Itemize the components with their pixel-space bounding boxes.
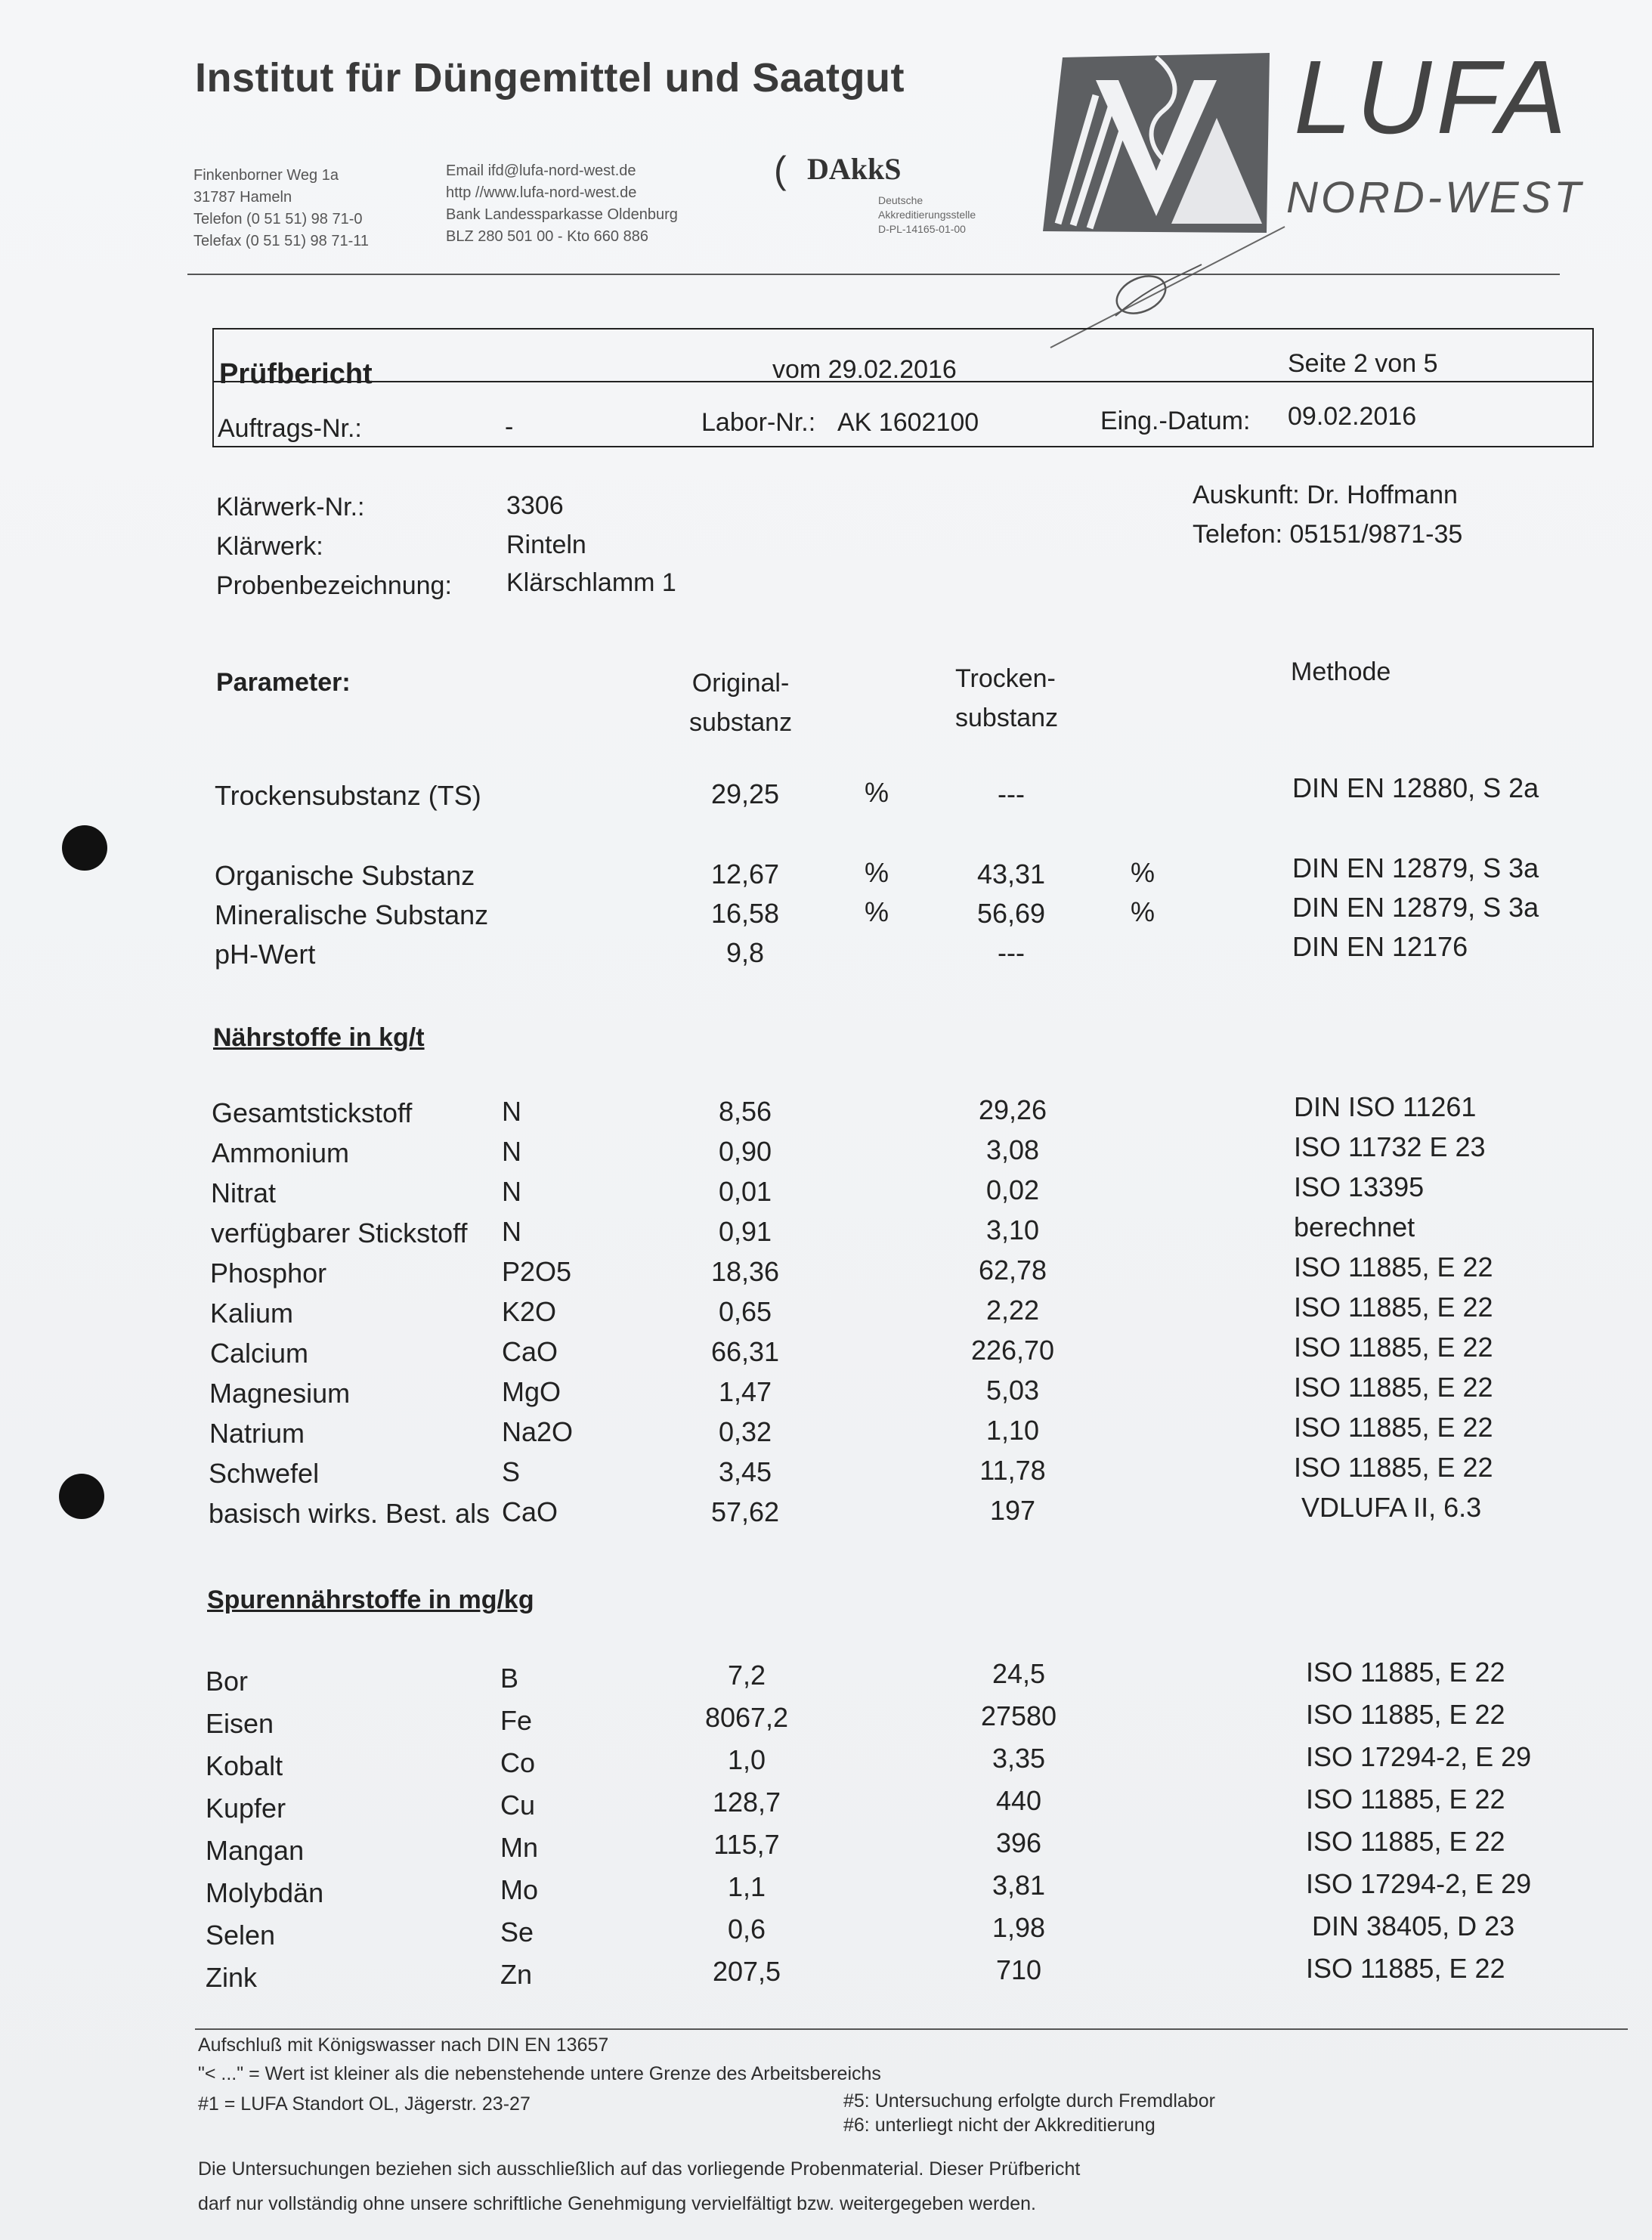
original-unit: % (865, 896, 889, 927)
punch-hole-top (62, 825, 107, 871)
method: ISO 13395 (1294, 1171, 1425, 1202)
trace-name: Bor (206, 1666, 249, 1697)
dry-value: 1,10 (985, 1415, 1040, 1446)
original-value: 115,7 (713, 1829, 780, 1860)
method: ISO 17294-2, E 29 (1306, 1741, 1532, 1772)
original-value: 16,58 (710, 898, 780, 929)
report-title: Prüfbericht (219, 358, 373, 390)
trace-symbol: Mn (500, 1832, 539, 1863)
method: ISO 11885, E 22 (1294, 1332, 1493, 1363)
method: ISO 11885, E 22 (1306, 1826, 1505, 1857)
address-line: 31787 Hameln (193, 189, 292, 206)
method: berechnet (1294, 1211, 1415, 1242)
dry-value: 62,78 (978, 1255, 1047, 1286)
nutrient-symbol: MgO (502, 1376, 561, 1407)
nutrients-section-title: Nährstoffe in kg/t (213, 1023, 425, 1052)
original-value: 1,0 (727, 1744, 766, 1775)
order-value: - (505, 413, 514, 441)
original-unit: % (865, 777, 889, 808)
footnote-less-than: "< ..." = Wert ist kleiner als die nebenstehende untere Grenze des Arbeitsbereichs (198, 2063, 881, 2084)
method: DIN 38405, D 23 (1312, 1910, 1515, 1941)
punch-hole-bottom (59, 1474, 104, 1519)
dry-value: 1,98 (992, 1912, 1046, 1943)
method: DIN EN 12879, S 3a (1292, 892, 1539, 923)
method: DIN ISO 11261 (1294, 1091, 1477, 1122)
dry-value: --- (998, 937, 1025, 968)
address-line: Telefon (0 51 51) 98 71-0 (193, 211, 363, 227)
trace-symbol: Se (500, 1917, 534, 1948)
footnote-site: #1 = LUFA Standort OL, Jägerstr. 23-27 (198, 2093, 531, 2115)
nutrient-symbol: P2O5 (502, 1256, 572, 1287)
dry-value: 197 (989, 1495, 1036, 1526)
trace-name: Zink (206, 1962, 258, 1993)
nutrient-symbol: Na2O (502, 1416, 574, 1447)
original-value: 18,36 (710, 1256, 780, 1287)
sample-value-plant: Rinteln (506, 531, 586, 559)
sample-label-designation: Probenbezeichnung: (216, 571, 452, 600)
dry-value: 56,69 (976, 898, 1046, 929)
report-date: vom 29.02.2016 (772, 355, 957, 384)
nutrient-name: Schwefel (209, 1458, 320, 1489)
nutrient-name: Kalium (210, 1298, 294, 1329)
parameter-name: Trockensubstanz (TS) (215, 780, 481, 811)
trace-name: Kobalt (206, 1750, 283, 1781)
method: ISO 11885, E 22 (1306, 1699, 1505, 1730)
trace-section-title: Spurennährstoffe in mg/kg (207, 1586, 534, 1614)
footnote-external-lab: #5: Untersuchung erfolgte durch Fremdlabor (843, 2090, 1215, 2112)
trace-symbol: Fe (500, 1705, 533, 1736)
nutrient-symbol: N (502, 1136, 521, 1167)
nutrient-name: basisch wirks. Best. als (209, 1498, 490, 1529)
method: ISO 11885, E 22 (1306, 1657, 1505, 1688)
trace-name: Selen (206, 1920, 276, 1951)
original-value: 12,67 (710, 859, 780, 890)
trace-symbol: Mo (500, 1874, 539, 1905)
dry-value: 710 (995, 1954, 1042, 1985)
col-header-dry: Trocken- substanz (955, 664, 1059, 732)
disclaimer-line-1: Die Untersuchungen beziehen sich ausschließlich auf das vorliegende Probenmaterial. Dieser Prüfbericht (198, 2158, 1081, 2180)
trace-symbol: Cu (500, 1790, 536, 1821)
original-value: 0,32 (718, 1416, 772, 1447)
method: DIN EN 12879, S 3a (1292, 852, 1539, 883)
dry-value: 226,70 (970, 1335, 1055, 1366)
nutrient-symbol: S (502, 1456, 521, 1487)
trace-symbol: Co (500, 1747, 536, 1778)
original-value: 207,5 (712, 1956, 781, 1987)
original-value: 9,8 (725, 937, 765, 968)
method: ISO 11885, E 22 (1294, 1372, 1493, 1403)
dry-value: 11,78 (979, 1455, 1046, 1486)
original-value: 66,31 (710, 1336, 780, 1367)
dry-value: 2,22 (985, 1295, 1040, 1326)
sample-value-plant-no: 3306 (506, 491, 564, 520)
original-value: 29,25 (710, 778, 780, 809)
dry-value: 3,10 (985, 1214, 1040, 1245)
contact-line: Bank Landessparkasse Oldenburg (446, 206, 678, 223)
lab-value: AK 1602100 (837, 408, 979, 437)
contact-line: http //www.lufa-nord-west.de (446, 184, 637, 201)
address-line: Telefax (0 51 51) 98 71-11 (193, 233, 370, 249)
order-label: Auftrags-Nr.: (218, 414, 362, 443)
dry-value: 3,35 (992, 1743, 1046, 1774)
trace-name: Eisen (206, 1708, 274, 1739)
dakks-name: DAkkS (807, 152, 902, 186)
original-value: 8,56 (718, 1096, 772, 1127)
contact-phone: Telefon: 05151/9871-35 (1193, 520, 1463, 549)
report-page-number: Seite 2 von 5 (1288, 349, 1438, 378)
sample-value-designation: Klärschlamm 1 (506, 568, 676, 597)
original-value: 128,7 (712, 1787, 781, 1818)
method: ISO 17294-2, E 29 (1306, 1868, 1532, 1899)
method: ISO 11885, E 22 (1294, 1292, 1493, 1323)
nutrient-name: Ammonium (212, 1137, 350, 1168)
method: ISO 11885, E 22 (1306, 1953, 1505, 1984)
nutrient-symbol: CaO (502, 1336, 558, 1367)
dry-value: 396 (995, 1827, 1042, 1858)
dakks-bracket-icon: ( (774, 149, 787, 191)
original-value: 0,91 (718, 1216, 772, 1247)
nutrient-symbol: N (502, 1096, 521, 1127)
dry-unit: % (1131, 857, 1155, 888)
method: VDLUFA II, 6.3 (1301, 1492, 1482, 1523)
contact-line: BLZ 280 501 00 - Kto 660 886 (446, 228, 648, 245)
col-header-original: Original- substanz (689, 669, 793, 737)
dry-value: 24,5 (992, 1658, 1046, 1689)
nutrient-name: Gesamtstickstoff (212, 1097, 413, 1128)
header-divider (187, 274, 1560, 275)
receipt-value: 09.02.2016 (1288, 402, 1417, 431)
parameter-name: Organische Substanz (215, 860, 475, 891)
institute-title: Institut für Düngemittel und Saatgut (195, 55, 905, 101)
lufa-logo-icon (1043, 50, 1277, 239)
dry-value: 29,26 (978, 1094, 1047, 1125)
method: DIN EN 12176 (1292, 931, 1468, 962)
disclaimer-line-2: darf nur vollständig ohne unsere schriftliche Genehmigung vervielfältigt bzw. weitergegeben werden. (198, 2193, 1036, 2214)
dry-value: 5,03 (985, 1375, 1040, 1406)
dakks-subtitle: Deutsche Akkreditierungsstelle D-PL-14165-01-00 (878, 194, 976, 235)
original-value: 0,6 (727, 1914, 766, 1945)
footer-divider (195, 2028, 1628, 2030)
method: DIN EN 12880, S 2a (1292, 772, 1539, 803)
original-value: 1,1 (727, 1871, 766, 1902)
footnote-not-accredited: #6: unterliegt nicht der Akkreditierung (843, 2115, 1155, 2136)
trace-symbol: B (500, 1663, 519, 1694)
dry-value: --- (998, 778, 1025, 809)
contact-person: Auskunft: Dr. Hoffmann (1193, 481, 1458, 509)
original-value: 0,90 (718, 1136, 772, 1167)
receipt-label: Eing.-Datum: (1100, 407, 1251, 435)
method: ISO 11885, E 22 (1294, 1452, 1493, 1483)
trace-name: Molybdän (206, 1877, 324, 1908)
institute-address (193, 165, 369, 252)
nutrient-name: Magnesium (209, 1378, 351, 1409)
nutrient-name: Calcium (210, 1338, 309, 1369)
lufa-logo-text: LUFA (1294, 39, 1571, 156)
original-value: 3,45 (718, 1456, 772, 1487)
dry-value: 43,31 (976, 859, 1046, 890)
method: ISO 11885, E 22 (1294, 1412, 1493, 1443)
col-header-parameter: Parameter: (216, 668, 351, 697)
parameter-name: Mineralische Substanz (215, 899, 489, 930)
nutrient-name: verfügbarer Stickstoff (211, 1217, 468, 1248)
sample-label-plant-no: Klärwerk-Nr.: (216, 493, 365, 521)
trace-name: Mangan (206, 1835, 305, 1866)
sample-label-plant: Klärwerk: (216, 532, 323, 561)
lab-label: Labor-Nr.: (701, 408, 816, 437)
nutrient-name: Phosphor (210, 1258, 327, 1289)
address-line: Finkenborner Weg 1a (193, 167, 339, 184)
original-value: 0,65 (718, 1296, 772, 1327)
parameter-name: pH-Wert (215, 939, 316, 970)
nutrient-symbol: N (502, 1176, 521, 1207)
method: ISO 11732 E 23 (1294, 1131, 1486, 1162)
dry-value: 3,81 (992, 1870, 1046, 1901)
lufa-logo-subtext: NORD-WEST (1286, 173, 1584, 222)
dry-unit: % (1131, 896, 1155, 927)
nutrient-symbol: N (502, 1216, 521, 1247)
trace-symbol: Zn (500, 1959, 533, 1990)
nutrient-symbol: CaO (502, 1496, 558, 1527)
dry-value: 27580 (980, 1700, 1057, 1731)
trace-name: Kupfer (206, 1793, 286, 1824)
original-value: 7,2 (727, 1660, 766, 1691)
nutrient-symbol: K2O (502, 1296, 557, 1327)
original-unit: % (865, 857, 889, 888)
footnote-digest: Aufschluß mit Königswasser nach DIN EN 13657 (198, 2034, 609, 2056)
original-value: 57,62 (710, 1496, 780, 1527)
original-value: 8067,2 (704, 1702, 789, 1733)
original-value: 0,01 (718, 1176, 772, 1207)
col-header-method: Methode (1291, 657, 1391, 686)
dry-value: 440 (995, 1785, 1042, 1816)
nutrient-name: Nitrat (211, 1177, 277, 1208)
nutrient-name: Natrium (209, 1418, 305, 1449)
institute-contact (446, 160, 678, 248)
method: ISO 11885, E 22 (1294, 1251, 1493, 1282)
contact-line: Email ifd@lufa-nord-west.de (446, 162, 636, 179)
dry-value: 3,08 (985, 1134, 1040, 1165)
method: ISO 11885, E 22 (1306, 1784, 1505, 1815)
original-value: 1,47 (718, 1376, 772, 1407)
dry-value: 0,02 (985, 1174, 1040, 1205)
